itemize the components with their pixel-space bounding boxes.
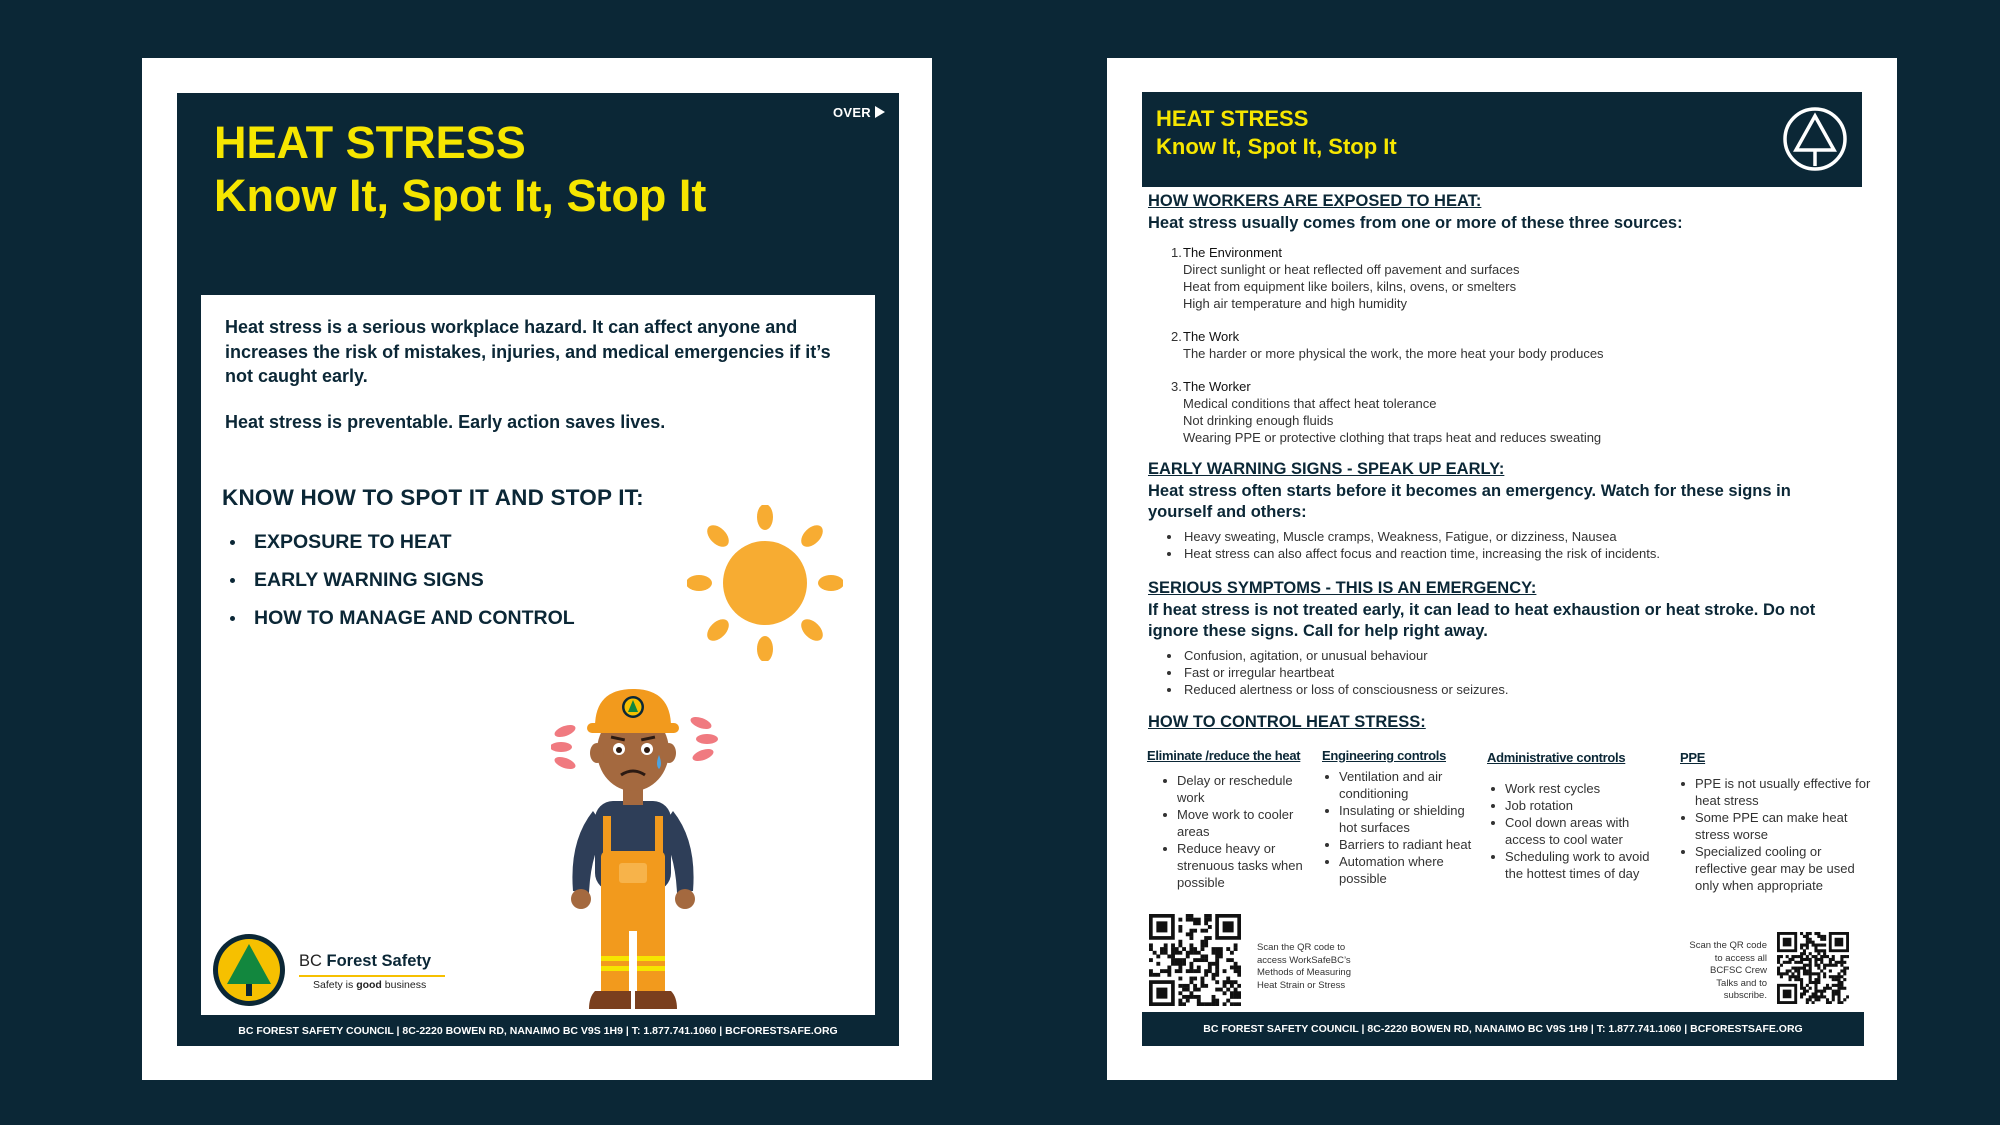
- list-item: Specialized cooling or reflective gear may be used only when appropriate: [1677, 843, 1872, 894]
- control-column-title: Administrative controls: [1487, 750, 1626, 765]
- control-heading: HOW TO CONTROL HEAT STRESS:: [1148, 713, 1426, 731]
- hot-worker-illustration: [551, 671, 721, 1015]
- back-header: [1142, 92, 1862, 187]
- control-column-title: Engineering controls: [1322, 748, 1447, 763]
- list-item: Insulating or shielding hot surfaces: [1321, 802, 1483, 836]
- front-content-card: [201, 295, 875, 1015]
- source-line: Not drinking enough fluids: [1183, 413, 1334, 428]
- list-item: Job rotation: [1487, 797, 1662, 814]
- source-number: 2.: [1171, 329, 1182, 344]
- front-title: HEAT STRESS: [214, 117, 526, 168]
- list-item: Reduced alertness or loss of consciousness or seizures.: [1163, 681, 1508, 698]
- poster-front-page: [142, 58, 932, 1080]
- list-item: Reduce heavy or strenuous tasks when possible: [1159, 840, 1309, 891]
- source-number: 1.: [1171, 245, 1182, 260]
- list-item: Fast or irregular heartbeat: [1163, 664, 1508, 681]
- know-heading: KNOW HOW TO SPOT IT AND STOP IT:: [222, 485, 644, 510]
- bcfs-logo-icon: [211, 932, 287, 1008]
- source-line: High air temperature and high humidity: [1183, 296, 1408, 311]
- control-column-list: [1321, 768, 1483, 887]
- list-item: HOW TO MANAGE AND CONTROL: [227, 607, 575, 645]
- list-item: Heavy sweating, Muscle cramps, Weakness, Fatigue, or dizziness, Nausea: [1163, 528, 1660, 545]
- control-column-title: PPE: [1680, 750, 1706, 765]
- warning-lead: Heat stress often starts before it becomes an emergency. Watch for these signs in yourself and others:: [1148, 482, 1791, 521]
- list-item: Work rest cycles: [1487, 780, 1662, 797]
- serious-list: [1163, 647, 1508, 698]
- qr-right-caption: Scan the QR code to access all BCFSC Crew Talks and to subscribe.: [1689, 940, 1767, 1001]
- topic-list: [227, 531, 575, 645]
- over-label: OVER: [833, 105, 885, 120]
- sun-icon: [687, 505, 843, 661]
- list-item: Some PPE can make heat stress worse: [1677, 809, 1872, 843]
- list-item: Heat stress can also affect focus and reaction time, increasing the risk of incidents.: [1163, 545, 1660, 562]
- source-line: Direct sunlight or heat reflected off pavement and surfaces: [1183, 262, 1520, 277]
- list-item: EARLY WARNING SIGNS: [227, 569, 575, 607]
- front-subtitle: Know It, Spot It, Stop It: [214, 170, 707, 221]
- source-line: Medical conditions that affect heat tolerance: [1183, 396, 1437, 411]
- list-item: Barriers to radiant heat: [1321, 836, 1483, 853]
- source-line: Heat from equipment like boilers, kilns, ovens, or smelters: [1183, 279, 1517, 294]
- poster-back-page: [1107, 58, 1897, 1080]
- control-column-title: Eliminate /reduce the heat: [1147, 748, 1301, 763]
- play-arrow-icon: [875, 106, 885, 118]
- list-item: EXPOSURE TO HEAT: [227, 531, 575, 569]
- back-subtitle: Know It, Spot It, Stop It: [1156, 134, 1397, 159]
- back-title: HEAT STRESS: [1156, 106, 1309, 131]
- warning-list: [1163, 528, 1660, 562]
- list-item: Scheduling work to avoid the hottest times of day: [1487, 848, 1662, 882]
- list-item: Cool down areas with access to cool water: [1487, 814, 1662, 848]
- control-column-list: [1159, 772, 1309, 891]
- control-column-list: [1677, 775, 1872, 894]
- list-item: Confusion, agitation, or unusual behaviour: [1163, 647, 1508, 664]
- front-page-frame: [177, 93, 899, 1046]
- qr-code-icon[interactable]: [1777, 932, 1849, 1004]
- list-item: Ventilation and air conditioning: [1321, 768, 1483, 802]
- logo-wordmark: BC Forest Safety: [299, 952, 432, 970]
- list-item: Automation where possible: [1321, 853, 1483, 887]
- list-item: Delay or reschedule work: [1159, 772, 1309, 806]
- list-item: Move work to cooler areas: [1159, 806, 1309, 840]
- list-item: PPE is not usually effective for heat stress: [1677, 775, 1872, 809]
- intro-paragraph-2: Heat stress is preventable. Early action saves lives.: [225, 412, 666, 432]
- qr-code-icon[interactable]: [1149, 914, 1241, 1006]
- serious-heading: SERIOUS SYMPTOMS - THIS IS AN EMERGENCY:: [1148, 579, 1537, 597]
- logo-underline: [299, 975, 445, 977]
- bcfs-emblem-icon: [1782, 106, 1848, 172]
- exposure-heading: HOW WORKERS ARE EXPOSED TO HEAT:: [1148, 192, 1482, 210]
- logo-tagline: Safety is good business: [313, 979, 427, 991]
- control-column-list: [1487, 780, 1662, 882]
- qr-left-caption: Scan the QR code to access WorkSafeBC’s Methods of Measuring Heat Strain or Stress: [1257, 942, 1351, 991]
- source-number: 3.: [1171, 379, 1182, 394]
- intro-paragraph: Heat stress is a serious workplace hazard. It can affect anyone and increases the risk of mistakes, injuries, and medical emergencies if it’s not caught early.: [225, 317, 831, 386]
- source-line: The harder or more physical the work, the more heat your body produces: [1183, 346, 1604, 361]
- serious-lead: If heat stress is not treated early, it can lead to heat exhaustion or heat stroke. Do not ignore these signs. Call for help right away.: [1148, 601, 1816, 640]
- source-line: Wearing PPE or protective clothing that traps heat and reduces sweating: [1183, 430, 1602, 445]
- warning-heading: EARLY WARNING SIGNS - SPEAK UP EARLY:: [1148, 460, 1505, 478]
- front-footer: BC FOREST SAFETY COUNCIL | 8C-2220 BOWEN RD, NANAIMO BC V9S 1H9 | T: 1.877.741.1060 | BCFORESTSAFE.ORG: [238, 1025, 838, 1037]
- source-title: The Environment: [1183, 245, 1282, 260]
- source-title: The Worker: [1183, 379, 1251, 394]
- source-title: The Work: [1183, 329, 1240, 344]
- exposure-lead: Heat stress usually comes from one or more of these three sources:: [1148, 214, 1683, 232]
- back-footer: BC FOREST SAFETY COUNCIL | 8C-2220 BOWEN RD, NANAIMO BC V9S 1H9 | T: 1.877.741.1060 | BCFORESTSAFE.ORG: [1142, 1012, 1864, 1046]
